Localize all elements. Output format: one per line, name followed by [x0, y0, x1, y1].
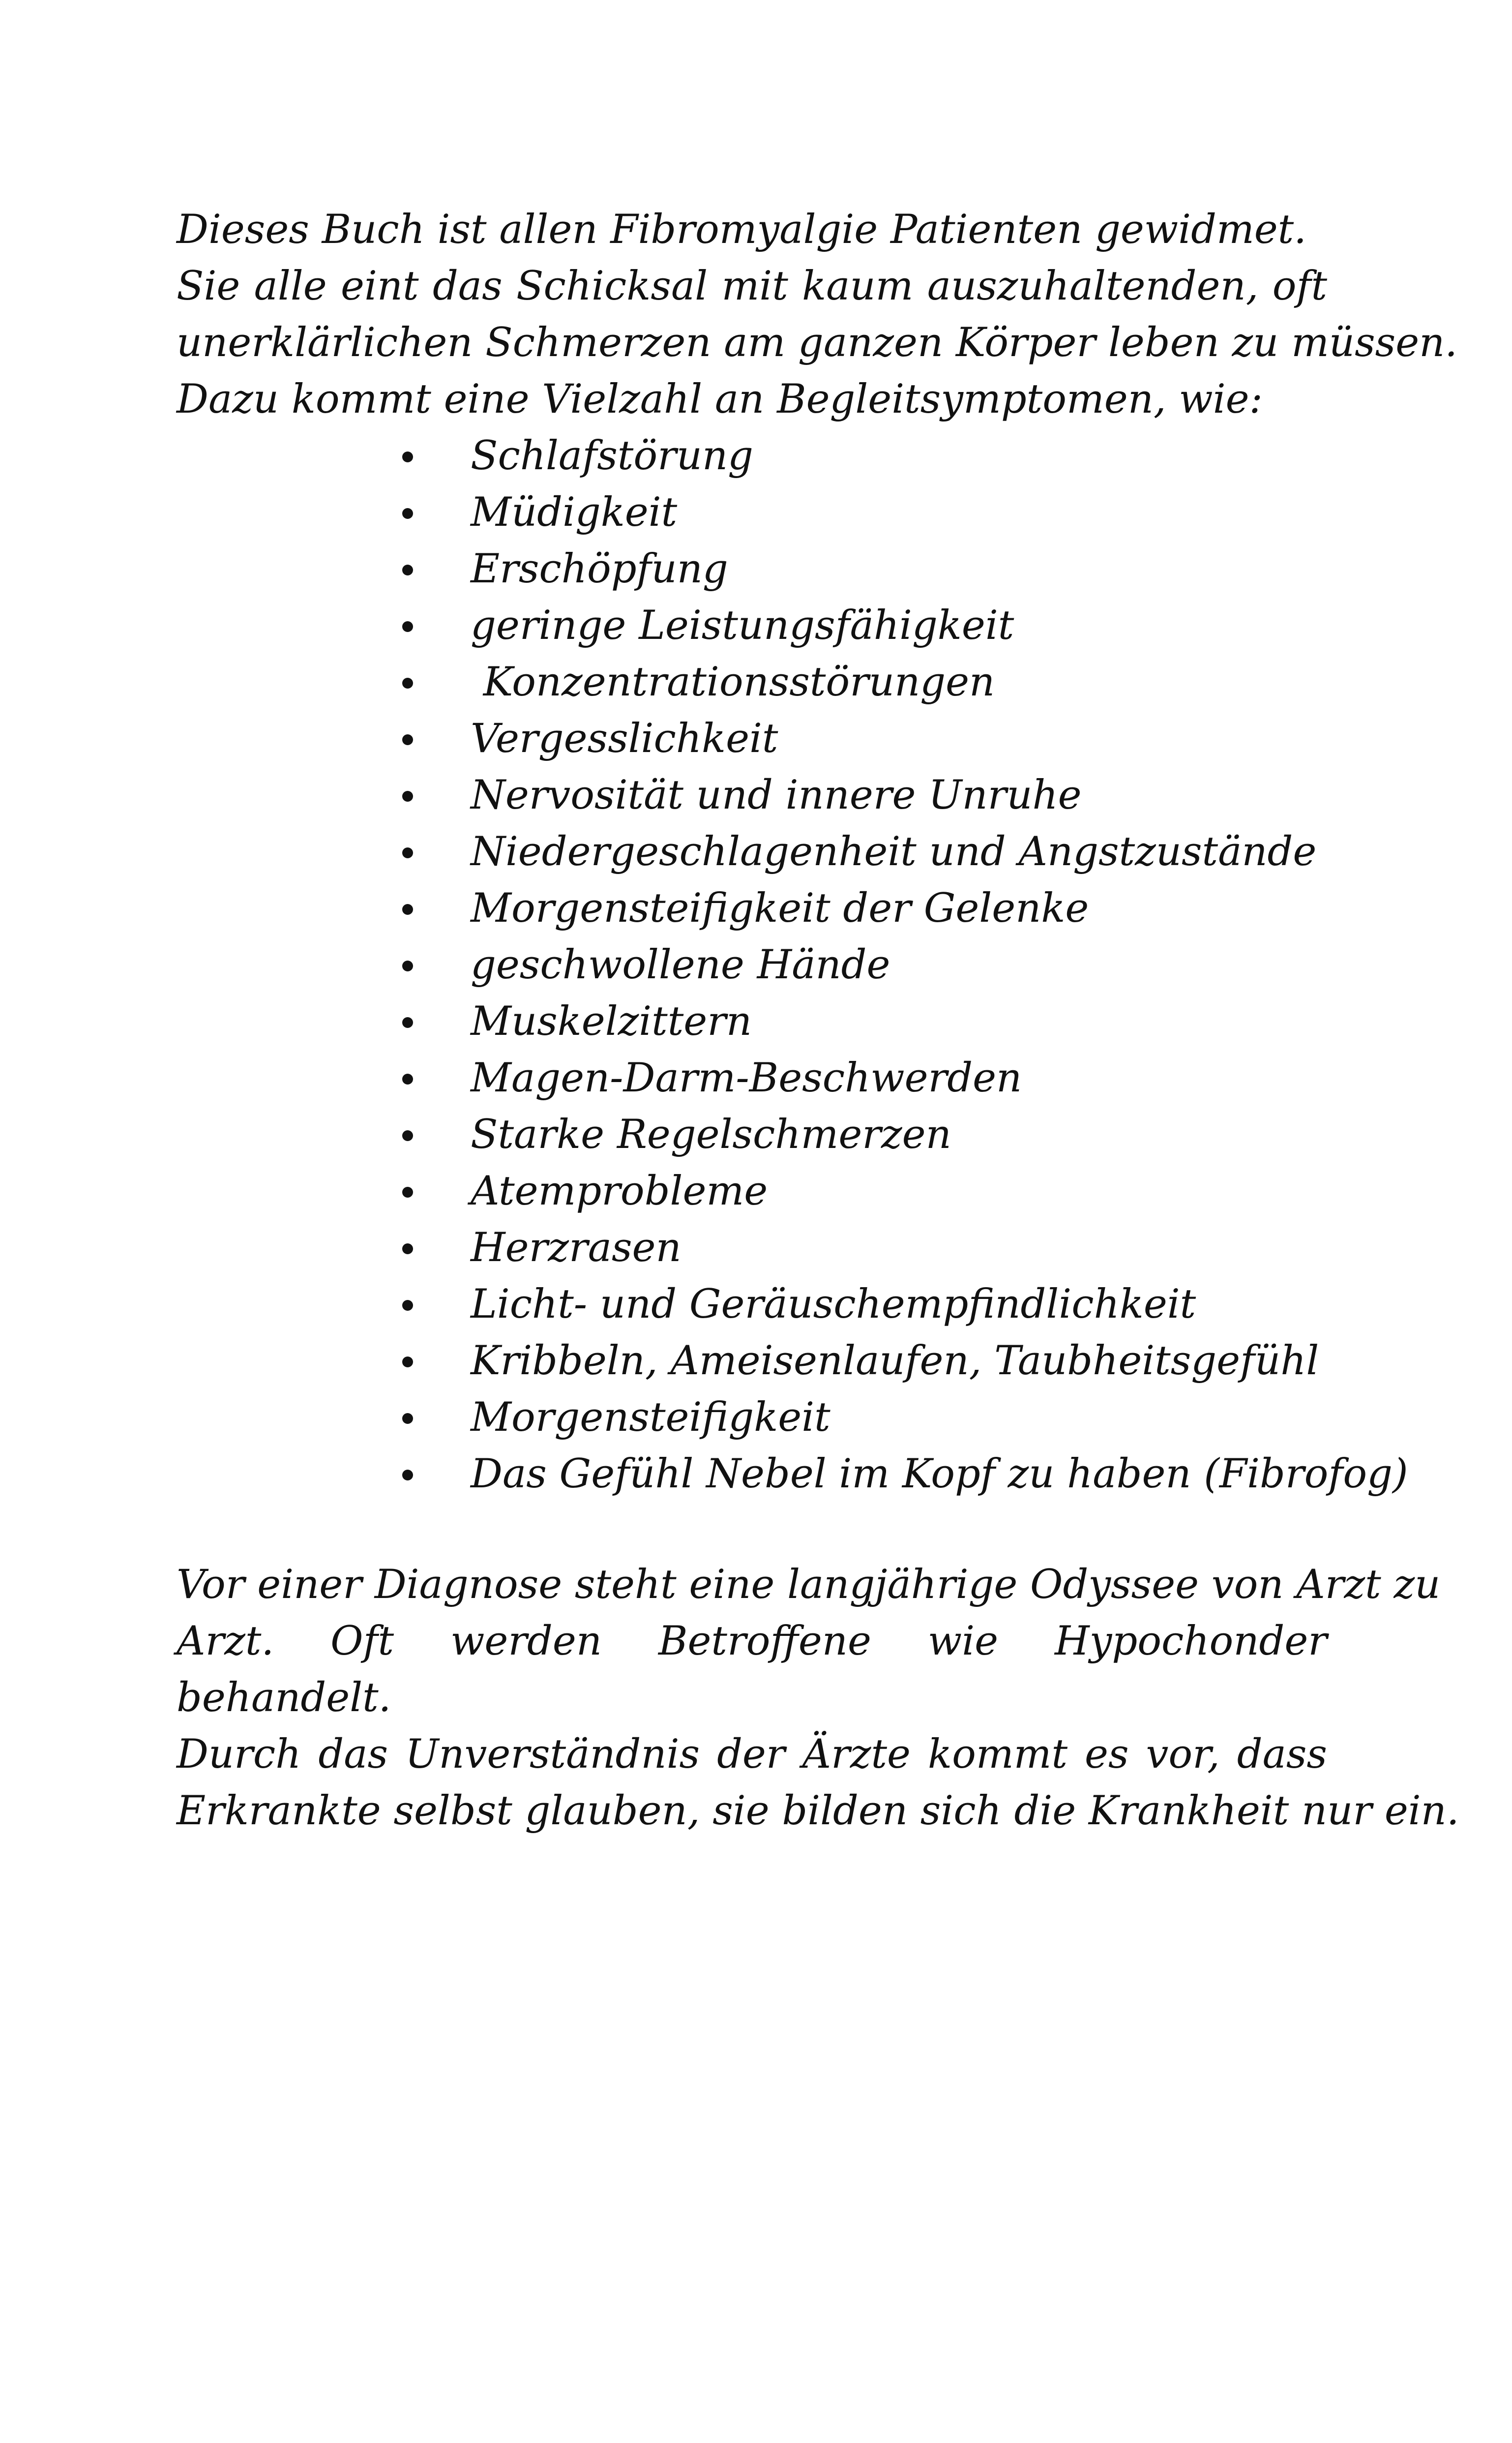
symptom-item [0, 824, 1512, 880]
intro-line: Sie alle eint das Schicksal mit kaum auszuhaltenden, oft [177, 263, 1327, 309]
bullet-icon [402, 452, 413, 462]
symptom-text: Muskelzittern [471, 998, 752, 1045]
bullet-icon [402, 1017, 413, 1028]
closing-line: Erkrankte selbst glauben, sie bilden sich die Krankheit nur ein. [177, 1788, 1459, 1834]
symptom-text: Müdigkeit [471, 489, 678, 536]
closing-line: Durch das Unverständnis der Ärzte kommt es vor, dass [177, 1731, 1327, 1778]
bullet-icon [402, 1357, 413, 1367]
symptom-text: Konzentrationsstörungen [471, 659, 995, 705]
symptom-item [0, 937, 1512, 994]
symptom-text: Das Gefühl Nebel im Kopf zu haben (Fibrofog) [471, 1451, 1408, 1497]
closing-line: Vor einer Diagnose steht eine langjährige Odyssee von Arzt zu [177, 1562, 1441, 1608]
symptom-text: Starke Regelschmerzen [471, 1112, 951, 1158]
bullet-icon [402, 904, 413, 915]
symptom-item [0, 428, 1512, 484]
symptom-text: Herzrasen [471, 1225, 682, 1271]
bullet-icon [402, 961, 413, 971]
bullet-icon [402, 678, 413, 689]
symptom-text: Niedergeschlagenheit und Angstzustände [471, 829, 1317, 875]
symptom-item [0, 1107, 1512, 1163]
symptom-text: geschwollene Hände [471, 942, 890, 988]
bullet-icon [402, 734, 413, 745]
symptom-text: Atemprobleme [471, 1168, 768, 1214]
bullet-icon [402, 1187, 413, 1198]
symptom-text: Kribbeln, Ameisenlaufen, Taubheitsgefühl [471, 1338, 1319, 1384]
symptom-text: Licht- und Geräuschempfindlichkeit [471, 1281, 1196, 1327]
bullet-icon [402, 565, 413, 575]
symptom-item [0, 1050, 1512, 1107]
symptom-item [0, 1220, 1512, 1276]
symptom-item [0, 1446, 1512, 1503]
closing-line: Arzt. Oft werden Betroffene wie Hypochonder behandelt. [177, 1618, 1327, 1721]
intro-paragraph [177, 202, 1458, 428]
symptom-item [0, 880, 1512, 937]
dedication-line: Dieses Buch ist allen Fibromyalgie Patienten gewidmet. [177, 207, 1306, 253]
symptom-item [0, 598, 1512, 654]
symptom-text: Morgensteifigkeit [471, 1394, 830, 1441]
symptom-item [0, 1333, 1512, 1389]
bullet-icon [402, 791, 413, 802]
bullet-icon [402, 1413, 413, 1424]
symptom-item [0, 484, 1512, 541]
bullet-icon [402, 847, 413, 858]
symptom-item [0, 767, 1512, 824]
bullet-icon [402, 1243, 413, 1254]
symptom-item [0, 994, 1512, 1050]
symptom-item [0, 1163, 1512, 1220]
bullet-icon [402, 1074, 413, 1085]
bullet-icon [402, 1130, 413, 1141]
intro-line: unerklärlichen Schmerzen am ganzen Körper leben zu müssen. [177, 320, 1458, 366]
symptom-text: Vergesslichkeit [471, 716, 778, 762]
symptom-item [0, 1389, 1512, 1446]
intro-line: Dazu kommt eine Vielzahl an Begleitsymptomen, wie: [177, 376, 1263, 422]
symptom-text: Erschöpfung [471, 546, 728, 592]
symptom-item [0, 711, 1512, 767]
symptom-item [0, 654, 1512, 711]
symptom-item [0, 541, 1512, 598]
symptom-text: Morgensteifigkeit der Gelenke [471, 885, 1089, 932]
symptom-list [0, 428, 1512, 1503]
bullet-icon [402, 1300, 413, 1311]
symptom-text: Schlafstörung [471, 433, 753, 479]
symptom-text: Magen-Darm-Beschwerden [471, 1055, 1022, 1101]
symptom-text: Nervosität und innere Unruhe [471, 772, 1082, 818]
bullet-icon [402, 621, 413, 632]
bullet-icon [402, 1470, 413, 1480]
symptom-item [0, 1276, 1512, 1333]
symptom-text: geringe Leistungsfähigkeit [471, 603, 1014, 649]
bullet-icon [402, 508, 413, 519]
closing-paragraph [177, 1557, 1459, 1840]
